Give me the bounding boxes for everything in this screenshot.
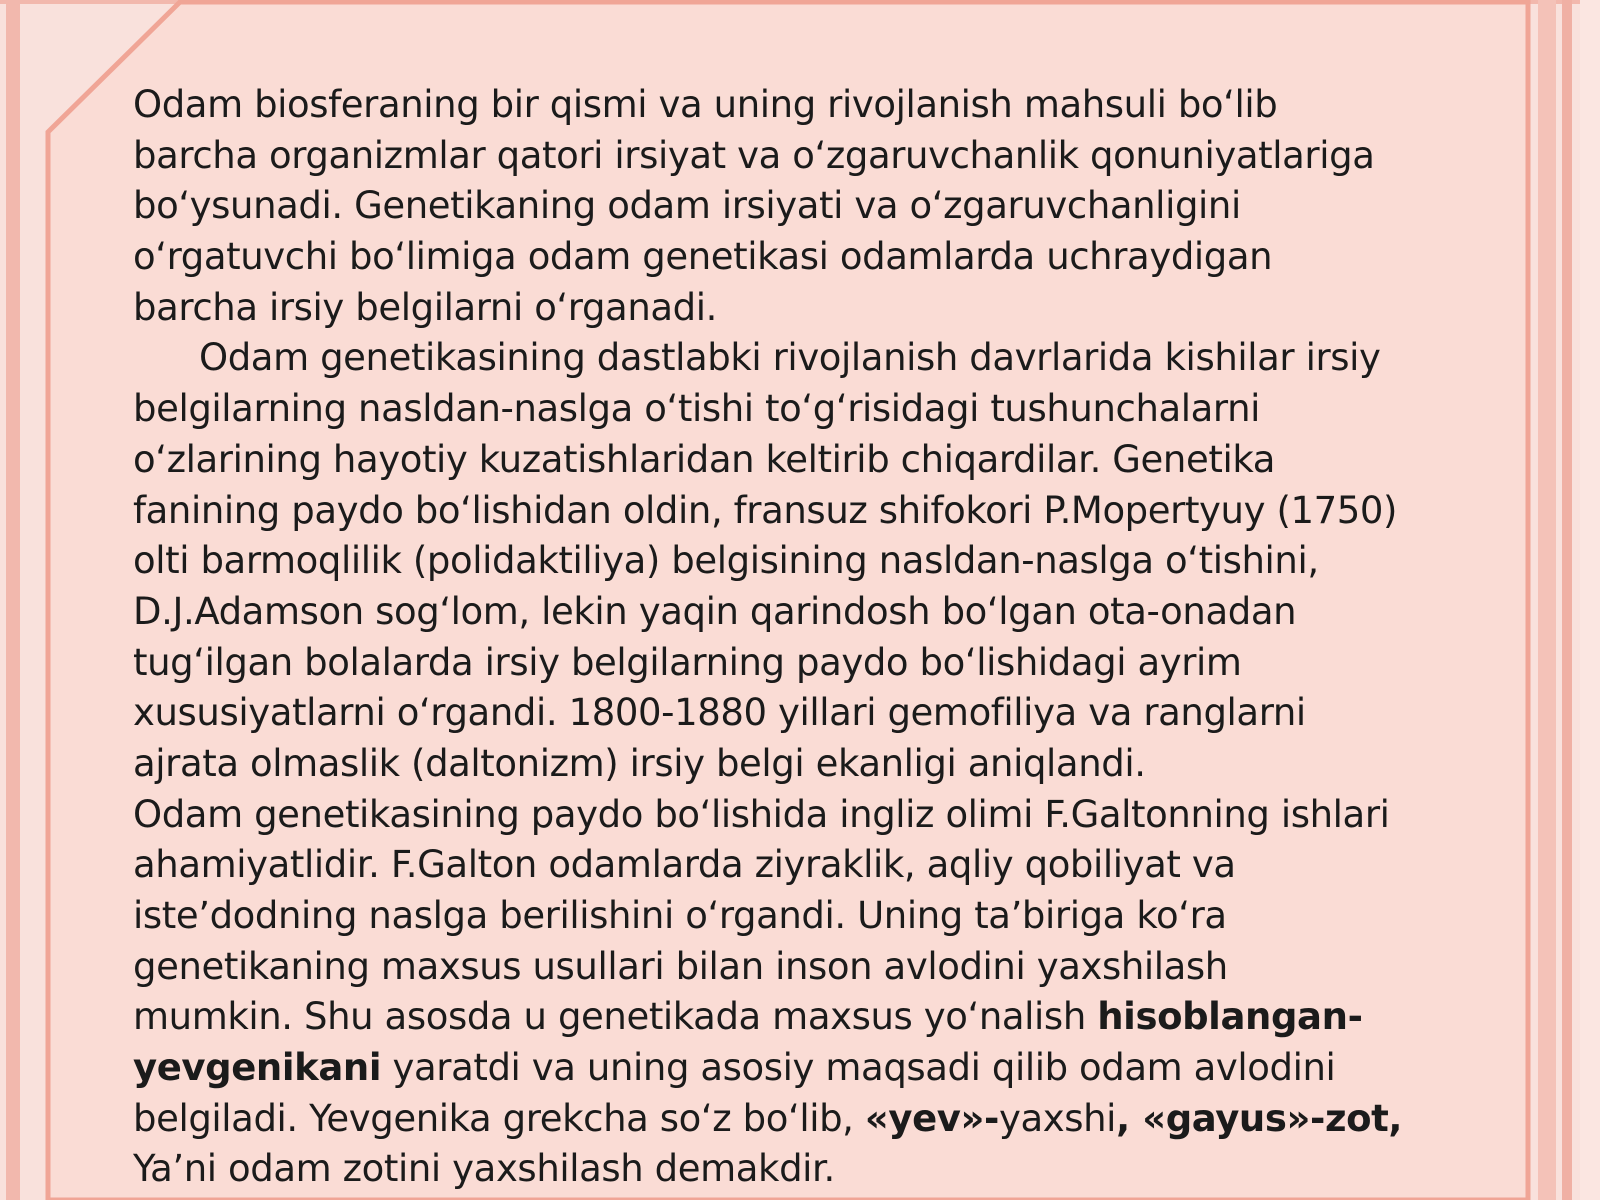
text-segment: ajrata olmaslik (daltonizm) irsiy belgi ekanligi aniqlandi. <box>133 741 1146 785</box>
text-segment: yaratdi va uning asosiy maqsadi qilib odam avlodini <box>381 1046 1336 1090</box>
text-segment: barcha irsiy belgilarni o‘rganadi. <box>133 285 717 329</box>
text-segment: D.J.Adamson sog‘lom, lekin yaqin qarindosh bo‘lgan ota-onadan <box>133 589 1297 633</box>
text-segment: iste’dodning naslga berilishini o‘rgandi. Uning ta’biriga ko‘ra <box>133 894 1227 937</box>
text-line <box>133 486 1533 537</box>
text-segment: genetikaning maxsus usullari bilan inson avlodini yaxshilash <box>133 944 1228 988</box>
text-line <box>133 840 1533 891</box>
text-segment: barcha organizmlar qatori irsiyat va o‘zgaruvchanlik qonuniyatlariga <box>133 133 1375 177</box>
text-segment: belgilarning nasldan-naslga o‘tishi to‘g‘risidagi tushunchalarni <box>133 387 1261 431</box>
text-line <box>133 1043 1533 1094</box>
text-segment: fanining paydo bo‘lishidan oldin, fransuz shifokori P.Mopertyuy (1750) <box>133 488 1398 532</box>
text-line <box>133 536 1533 587</box>
text-line <box>133 638 1533 689</box>
text-segment: bo‘ysunadi. Genetikaning odam irsiyati va o‘zgaruvchanligini <box>133 184 1241 228</box>
bold-term: , «gayus»-zot, <box>1116 1096 1403 1140</box>
text-line <box>133 283 1533 334</box>
text-line <box>133 131 1533 182</box>
text-line <box>133 1094 1533 1145</box>
text-line <box>133 80 1533 131</box>
text-line <box>133 384 1533 435</box>
text-segment: o‘zlarining hayotiy kuzatishlaridan keltirib chiqardilar. Genetika <box>133 437 1275 481</box>
text-segment: Ya’ni odam zotini yaxshilash demakdir. <box>133 1147 835 1191</box>
text-segment: Odam biosferaning bir qismi va uning rivojlanish mahsuli bo‘lib <box>133 83 1278 126</box>
text-segment: yaxshi <box>998 1096 1117 1140</box>
text-line <box>133 435 1533 486</box>
text-line <box>133 333 1533 384</box>
text-line <box>133 587 1533 638</box>
text-segment: mumkin. Shu asosda u genetikada maxsus yo‘nalish <box>133 995 1098 1039</box>
text-line <box>133 790 1533 841</box>
text-line <box>133 1144 1533 1195</box>
text-segment: ahamiyatlidir. F.Galton odamlarda ziyraklik, aqliy qobiliyat va <box>133 843 1236 887</box>
bold-term: hisoblangan- <box>1097 995 1363 1039</box>
text-line <box>133 739 1533 790</box>
text-line <box>133 942 1533 993</box>
text-segment: Odam genetikasining dastlabki rivojlanish davrlarida kishilar irsiy <box>199 336 1381 380</box>
text-line <box>133 992 1533 1043</box>
bold-term: yevgenikani <box>133 1046 382 1090</box>
text-line <box>133 891 1533 942</box>
text-segment: o‘rgatuvchi bo‘limiga odam genetikasi odamlarda uchraydigan <box>133 235 1273 279</box>
text-line <box>133 232 1533 283</box>
text-line <box>133 688 1533 739</box>
body-text <box>133 80 1533 1195</box>
text-segment: Odam genetikasining paydo bo‘lishida ingliz olimi F.Galtonning ishlari <box>133 792 1390 836</box>
text-line <box>133 181 1533 232</box>
bold-term: «yev»- <box>864 1096 999 1140</box>
text-segment: olti barmoqlilik (polidaktiliya) belgisining nasldan-naslga o‘tishini, <box>133 539 1319 583</box>
text-segment: tug‘ilgan bolalarda irsiy belgilarning paydo bo‘lishidagi ayrim <box>133 640 1242 684</box>
text-segment: xususiyatlarni o‘rgandi. 1800-1880 yillari gemofiliya va ranglarni <box>133 691 1306 735</box>
text-segment: belgiladi. Yevgenika grekcha so‘z bo‘lib, <box>133 1096 865 1140</box>
